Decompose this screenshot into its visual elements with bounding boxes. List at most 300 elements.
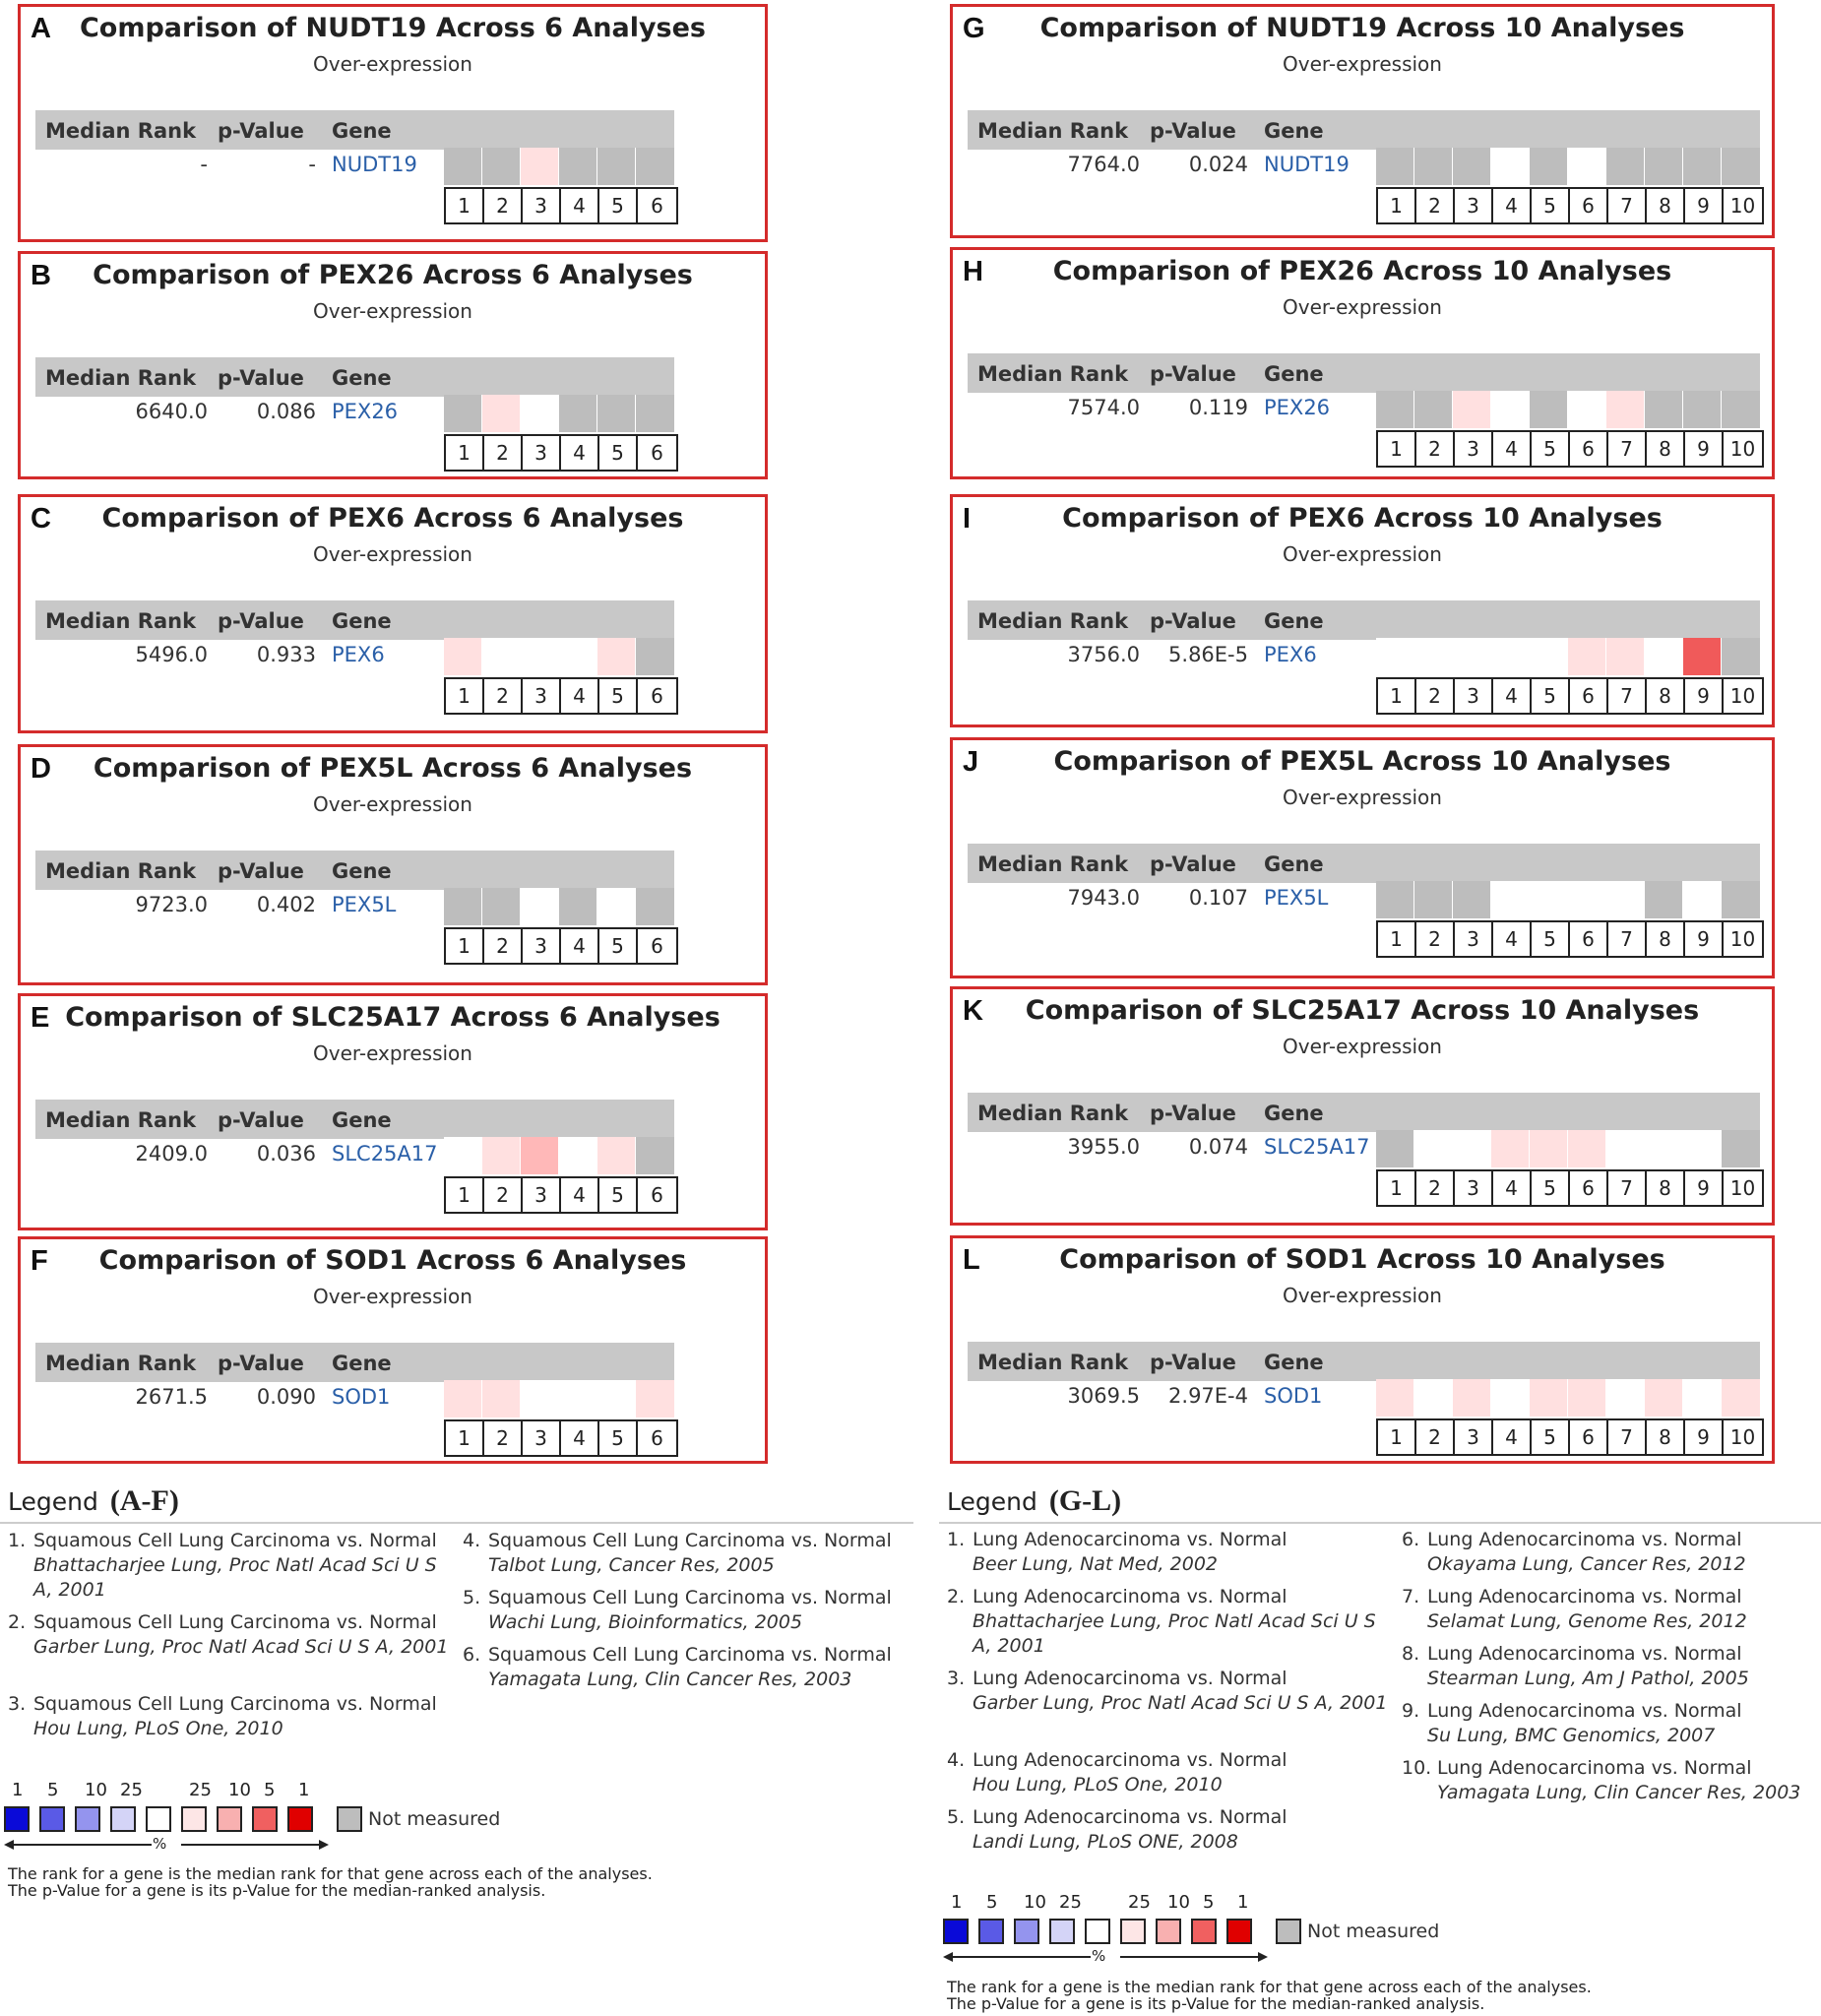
analysis-number-4: 4: [561, 1178, 599, 1212]
analysis-number-6: 6: [1570, 922, 1608, 956]
scale-label: 5: [1203, 1892, 1215, 1913]
analysis-number-3: 3: [1455, 189, 1493, 222]
median-rank-value: 6640.0: [135, 400, 208, 423]
header-p-value: p-Value: [1150, 609, 1236, 633]
gene-link[interactable]: SOD1: [1264, 1384, 1323, 1408]
scale-label: 25: [120, 1780, 143, 1800]
percent-label: %: [1092, 1947, 1106, 1965]
analysis-number-4: 4: [1493, 679, 1532, 713]
legend-item-dataset: Hou Lung, PLoS One, 2010: [33, 1718, 283, 1739]
heat-cell-5[interactable]: [597, 1137, 636, 1174]
legend-item-number: 5.: [463, 1587, 481, 1608]
panel-subtitle: Over-expression: [1283, 52, 1442, 76]
legend-item-number: 4.: [947, 1749, 966, 1771]
header-p-value: p-Value: [218, 1108, 304, 1132]
panel-g: [950, 4, 1775, 238]
header-median-rank: Median Rank: [977, 1102, 1129, 1125]
heat-cell-1[interactable]: [1376, 148, 1414, 185]
panel-title: Comparison of PEX6 Across 6 Analyses: [101, 503, 684, 534]
header-p-value: p-Value: [1150, 852, 1236, 876]
legend-left-title: Legend (A-F): [8, 1484, 179, 1517]
gene-link[interactable]: SLC25A17: [1264, 1135, 1370, 1159]
heat-cell-10[interactable]: [1722, 148, 1760, 185]
heat-cell-3[interactable]: [1453, 638, 1491, 675]
heat-cell-4[interactable]: [559, 638, 597, 675]
header-median-rank: Median Rank: [45, 609, 197, 633]
heat-cell-5[interactable]: [1530, 391, 1568, 428]
gene-link[interactable]: PEX5L: [332, 893, 397, 916]
median-rank-value: 7943.0: [1067, 886, 1140, 910]
analysis-number-3: 3: [1455, 679, 1493, 713]
scale-label: 25: [189, 1780, 212, 1800]
heat-cell-8[interactable]: [1645, 391, 1683, 428]
analysis-number-5: 5: [1532, 432, 1570, 466]
heat-cell-8[interactable]: [1645, 638, 1683, 675]
analysis-number-4: 4: [1493, 1171, 1532, 1205]
header-median-rank: Median Rank: [977, 362, 1129, 386]
header-p-value: p-Value: [218, 609, 304, 633]
heat-cell-4[interactable]: [1491, 148, 1530, 185]
analysis-number-6: 6: [651, 194, 663, 218]
legend-item-title: Squamous Cell Lung Carcinoma vs. Normal: [488, 1530, 892, 1551]
analysis-number-1: 1: [1378, 922, 1416, 956]
heat-cell-3[interactable]: [521, 638, 559, 675]
heat-cell-7[interactable]: [1606, 881, 1645, 918]
gene-link[interactable]: PEX5L: [1264, 886, 1329, 910]
heat-cell-6[interactable]: [1568, 148, 1606, 185]
heat-cell-2[interactable]: [1414, 391, 1453, 428]
heat-cell-6[interactable]: [636, 1380, 674, 1418]
footnote-left-1: The rank for a gene is the median rank for that gene across each of the analyses.: [8, 1864, 653, 1883]
heat-cell-3[interactable]: [521, 395, 559, 432]
heat-cell-2[interactable]: [482, 638, 521, 675]
scale-label: 1: [951, 1892, 963, 1913]
heat-cell-7[interactable]: [1606, 391, 1645, 428]
legend-item-number: 2.: [8, 1611, 27, 1633]
gene-link[interactable]: SLC25A17: [332, 1142, 438, 1166]
panel-letter: D: [31, 753, 51, 785]
analysis-number-7: 7: [1608, 432, 1647, 466]
legend-item: [1402, 1699, 1815, 1748]
analysis-number-9: 9: [1685, 1171, 1724, 1205]
legend-item-dataset: Bhattacharjee Lung, Proc Natl Acad Sci U S A, 2001: [973, 1610, 1376, 1657]
heat-cell-3[interactable]: [1453, 391, 1491, 428]
analysis-number-9: 9: [1685, 922, 1724, 956]
heat-cell-10[interactable]: [1722, 1130, 1760, 1167]
legend-item: [463, 1586, 915, 1635]
heat-cell-1[interactable]: [444, 888, 482, 925]
heat-cell-7[interactable]: [1606, 148, 1645, 185]
heat-cell-1[interactable]: [444, 395, 482, 432]
heat-cell-2[interactable]: [482, 395, 521, 432]
p-value-value: 0.086: [256, 400, 316, 423]
median-rank-value: -: [200, 153, 208, 176]
heat-cell-1[interactable]: [1376, 881, 1414, 918]
heat-cell-6[interactable]: [636, 395, 674, 432]
analysis-number-1: 1: [1378, 1171, 1416, 1205]
header-median-rank: Median Rank: [45, 859, 197, 883]
analysis-number-3: 3: [1455, 432, 1493, 466]
panel-title: Comparison of SOD1 Across 6 Analyses: [98, 1245, 687, 1276]
legend-item-dataset: Garber Lung, Proc Natl Acad Sci U S A, 2001: [973, 1692, 1388, 1714]
panel-subtitle: Over-expression: [313, 1285, 472, 1308]
heat-cell-3[interactable]: [1453, 1379, 1491, 1417]
header-gene: Gene: [332, 859, 392, 883]
analysis-number-10: 10: [1729, 437, 1756, 461]
analysis-number-6: 6: [1570, 679, 1608, 713]
analysis-number-5: 5: [1532, 1171, 1570, 1205]
legend-item-title: Lung Adenocarcinoma vs. Normal: [1427, 1586, 1742, 1607]
analysis-numbers: [1376, 1169, 1764, 1207]
analysis-number-2: 2: [1416, 679, 1455, 713]
heat-cell-4[interactable]: [559, 148, 597, 185]
heat-cell-3[interactable]: [521, 888, 559, 925]
scale-label: 1: [298, 1780, 310, 1800]
heat-cells: [444, 638, 674, 675]
analysis-number-9: 9: [1685, 189, 1724, 222]
heat-cell-2[interactable]: [482, 148, 521, 185]
panel-title: Comparison of NUDT19 Across 10 Analyses: [1039, 13, 1685, 43]
scale-swatch: [1191, 1919, 1217, 1944]
heat-cell-9[interactable]: [1683, 148, 1722, 185]
heat-cell-3[interactable]: [521, 148, 559, 185]
panel-subtitle: Over-expression: [313, 542, 472, 566]
heat-cell-4[interactable]: [559, 1380, 597, 1418]
heat-cell-5[interactable]: [597, 148, 636, 185]
scale-label: 1: [12, 1780, 24, 1800]
heat-cells: [1376, 881, 1760, 918]
legend-item-number: 2.: [947, 1586, 966, 1607]
heat-cell-8[interactable]: [1645, 148, 1683, 185]
p-value-value: 5.86E-5: [1168, 643, 1248, 666]
scale-label: 5: [47, 1780, 59, 1800]
heat-cells: [1376, 1379, 1760, 1417]
heat-cell-5[interactable]: [597, 638, 636, 675]
heat-cell-2[interactable]: [482, 888, 521, 925]
p-value-value: -: [308, 153, 316, 176]
heat-cell-5[interactable]: [1530, 1130, 1568, 1167]
header-gene: Gene: [332, 1352, 392, 1375]
heat-cell-6[interactable]: [636, 638, 674, 675]
footnote-right-1: The rank for a gene is the median rank for that gene across each of the analyses.: [947, 1978, 1592, 1996]
analysis-number-5: 5: [599, 929, 638, 963]
analysis-numbers: [444, 187, 678, 224]
panel-c: [18, 494, 768, 733]
gene-link[interactable]: PEX6: [1264, 643, 1317, 666]
panel-title: Comparison of PEX26 Across 10 Analyses: [1052, 256, 1672, 286]
heat-cell-5[interactable]: [597, 888, 636, 925]
analysis-number-6: 6: [651, 934, 663, 958]
header-p-value: p-Value: [1150, 362, 1236, 386]
scale-swatch: [1049, 1919, 1075, 1944]
heat-cell-2[interactable]: [1414, 148, 1453, 185]
legend-item-title: Lung Adenocarcinoma vs. Normal: [973, 1529, 1287, 1550]
not-measured-swatch: [1276, 1919, 1301, 1944]
header-gene: Gene: [1264, 1351, 1324, 1374]
analysis-numbers: [444, 1176, 678, 1214]
header-gene: Gene: [1264, 852, 1324, 876]
median-rank-value: 5496.0: [135, 643, 208, 666]
panel-letter: C: [31, 503, 51, 535]
analysis-numbers: [444, 1419, 678, 1457]
median-rank-value: 3756.0: [1067, 643, 1140, 666]
analysis-number-1: 1: [446, 929, 484, 963]
heat-cell-3[interactable]: [1453, 881, 1491, 918]
panel-i: [950, 494, 1775, 727]
legend-item: [947, 1585, 1400, 1659]
panel-title: Comparison of PEX5L Across 6 Analyses: [93, 753, 693, 784]
heat-cells: [444, 1380, 674, 1418]
legend-item-title: Lung Adenocarcinoma vs. Normal: [973, 1586, 1287, 1607]
heat-cell-6[interactable]: [1568, 881, 1606, 918]
heat-cell-8[interactable]: [1645, 1130, 1683, 1167]
legend-item-title: Squamous Cell Lung Carcinoma vs. Normal: [33, 1530, 437, 1551]
gene-link[interactable]: PEX26: [1264, 396, 1331, 419]
median-rank-value: 3955.0: [1067, 1135, 1140, 1159]
analysis-number-5: 5: [599, 189, 638, 222]
analysis-numbers: [444, 927, 678, 965]
heat-cell-6[interactable]: [1568, 1379, 1606, 1417]
analysis-number-6: 6: [651, 684, 663, 708]
panel-title: Comparison of NUDT19 Across 6 Analyses: [79, 13, 707, 43]
heat-cell-9[interactable]: [1683, 1379, 1722, 1417]
p-value-value: 0.119: [1188, 396, 1248, 419]
legend-item-title: Squamous Cell Lung Carcinoma vs. Normal: [33, 1693, 437, 1715]
heat-cell-6[interactable]: [636, 1137, 674, 1174]
heat-cell-10[interactable]: [1722, 881, 1760, 918]
gene-link[interactable]: SOD1: [332, 1385, 391, 1409]
gene-link[interactable]: NUDT19: [332, 153, 417, 176]
gene-link[interactable]: PEX26: [332, 400, 399, 423]
analysis-number-2: 2: [1416, 432, 1455, 466]
analysis-number-10: 10: [1729, 1425, 1756, 1449]
analysis-number-1: 1: [1378, 1420, 1416, 1454]
scale-swatch: [110, 1806, 136, 1832]
panel-subtitle: Over-expression: [313, 299, 472, 323]
panel-f: [18, 1236, 768, 1464]
legend-item-title: Squamous Cell Lung Carcinoma vs. Normal: [488, 1587, 892, 1608]
median-rank-value: 7574.0: [1067, 396, 1140, 419]
legend-item-title: Lung Adenocarcinoma vs. Normal: [1437, 1757, 1752, 1779]
analysis-number-10: 10: [1729, 927, 1756, 951]
heat-cell-4[interactable]: [1491, 881, 1530, 918]
legend-item-title: Squamous Cell Lung Carcinoma vs. Normal: [33, 1611, 437, 1633]
p-value-value: 0.036: [256, 1142, 316, 1166]
legend-item-number: 7.: [1402, 1586, 1420, 1607]
analysis-number-5: 5: [599, 436, 638, 470]
panel-letter: H: [963, 256, 983, 287]
heat-cell-2[interactable]: [1414, 1130, 1453, 1167]
analysis-number-1: 1: [1378, 679, 1416, 713]
panel-subtitle: Over-expression: [1283, 295, 1442, 319]
analysis-numbers: [1376, 187, 1764, 224]
panel-subtitle: Over-expression: [1283, 786, 1442, 809]
heat-cell-7[interactable]: [1606, 1130, 1645, 1167]
p-value-value: 0.107: [1188, 886, 1248, 910]
analysis-number-8: 8: [1647, 679, 1685, 713]
heat-cell-4[interactable]: [559, 888, 597, 925]
heat-cell-1[interactable]: [1376, 1379, 1414, 1417]
scale-label: 10: [1024, 1892, 1046, 1913]
heat-cell-2[interactable]: [1414, 881, 1453, 918]
heat-cells: [444, 888, 674, 925]
header-median-rank: Median Rank: [45, 366, 197, 390]
heat-cell-6[interactable]: [1568, 1130, 1606, 1167]
scale-swatch: [1156, 1919, 1181, 1944]
analysis-number-3: 3: [523, 1421, 561, 1455]
analysis-number-1: 1: [1378, 189, 1416, 222]
legend-left-rule: [0, 1522, 913, 1524]
analysis-number-2: 2: [484, 679, 523, 713]
panel-title: Comparison of PEX26 Across 6 Analyses: [93, 260, 693, 290]
heat-cell-5[interactable]: [1530, 638, 1568, 675]
heat-cell-1[interactable]: [1376, 638, 1414, 675]
legend-item-title: Lung Adenocarcinoma vs. Normal: [1427, 1643, 1742, 1665]
panel-title: Comparison of SOD1 Across 10 Analyses: [1059, 1244, 1665, 1275]
analysis-number-5: 5: [1532, 922, 1570, 956]
legend-item-number: 6.: [463, 1644, 481, 1666]
percent-label: %: [153, 1835, 167, 1853]
heat-cell-10[interactable]: [1722, 391, 1760, 428]
scale-swatch: [181, 1806, 207, 1832]
header-p-value: p-Value: [1150, 1102, 1236, 1125]
heat-cell-2[interactable]: [1414, 1379, 1453, 1417]
heat-cell-4[interactable]: [1491, 391, 1530, 428]
analysis-number-6: 6: [1570, 1420, 1608, 1454]
heat-cell-5[interactable]: [597, 1380, 636, 1418]
heat-cell-6[interactable]: [636, 888, 674, 925]
analysis-number-5: 5: [599, 679, 638, 713]
analysis-number-9: 9: [1685, 1420, 1724, 1454]
heat-cell-8[interactable]: [1645, 881, 1683, 918]
heat-cell-5[interactable]: [1530, 881, 1568, 918]
header-gene: Gene: [332, 609, 392, 633]
heat-cell-1[interactable]: [1376, 391, 1414, 428]
legend-item: [947, 1805, 1400, 1855]
analysis-number-3: 3: [523, 929, 561, 963]
legend-item-number: 9.: [1402, 1700, 1420, 1722]
analysis-number-4: 4: [561, 436, 599, 470]
header-gene: Gene: [1264, 119, 1324, 143]
heat-cells: [1376, 148, 1760, 185]
heat-cell-6[interactable]: [1568, 391, 1606, 428]
analysis-number-10: 10: [1729, 194, 1756, 218]
heat-cell-1[interactable]: [444, 638, 482, 675]
legend-item-number: 3.: [8, 1693, 27, 1715]
not-measured-label: Not measured: [368, 1808, 501, 1830]
analysis-number-8: 8: [1647, 432, 1685, 466]
heat-cell-6[interactable]: [636, 148, 674, 185]
scale-swatch: [75, 1806, 100, 1832]
analysis-number-3: 3: [523, 189, 561, 222]
panel-l: [950, 1235, 1775, 1464]
analysis-numbers: [1376, 920, 1764, 958]
heat-cell-9[interactable]: [1683, 881, 1722, 918]
heat-cell-1[interactable]: [444, 1380, 482, 1418]
analysis-numbers: [1376, 677, 1764, 715]
heat-cell-1[interactable]: [444, 148, 482, 185]
legend-item-dataset: Selamat Lung, Genome Res, 2012: [1427, 1610, 1747, 1632]
p-value-value: 0.074: [1188, 1135, 1248, 1159]
heat-cell-4[interactable]: [559, 1137, 597, 1174]
panel-title: Comparison of PEX6 Across 10 Analyses: [1062, 503, 1663, 534]
heat-cell-10[interactable]: [1722, 638, 1760, 675]
p-value-value: 0.933: [256, 643, 316, 666]
median-rank-value: 2409.0: [135, 1142, 208, 1166]
heat-cell-3[interactable]: [521, 1137, 559, 1174]
legend-item-dataset: Landi Lung, PLoS ONE, 2008: [973, 1831, 1238, 1853]
panel-letter: J: [963, 746, 979, 778]
panel-subtitle: Over-expression: [313, 792, 472, 816]
heat-cells: [1376, 638, 1760, 675]
scale-swatch: [1120, 1919, 1146, 1944]
scale-label: 1: [1237, 1892, 1249, 1913]
heat-cell-9[interactable]: [1683, 638, 1722, 675]
heat-cell-8[interactable]: [1645, 1379, 1683, 1417]
heat-cell-3[interactable]: [1453, 148, 1491, 185]
analysis-number-6: 6: [651, 441, 663, 465]
analysis-number-6: 6: [1570, 432, 1608, 466]
heat-cell-4[interactable]: [1491, 1379, 1530, 1417]
p-value-value: 0.024: [1188, 153, 1248, 176]
heat-cell-2[interactable]: [482, 1380, 521, 1418]
analysis-number-9: 9: [1685, 432, 1724, 466]
legend-item: [463, 1643, 915, 1692]
heat-cell-5[interactable]: [1530, 1379, 1568, 1417]
analysis-numbers: [1376, 430, 1764, 468]
analysis-numbers: [444, 677, 678, 715]
gene-link[interactable]: PEX6: [332, 643, 385, 666]
header-median-rank: Median Rank: [45, 1108, 197, 1132]
header-gene: Gene: [332, 1108, 392, 1132]
legend-item-number: 1.: [8, 1530, 27, 1551]
heat-cell-1[interactable]: [444, 1137, 482, 1174]
gene-link[interactable]: NUDT19: [1264, 153, 1350, 176]
analysis-number-1: 1: [446, 1421, 484, 1455]
analysis-number-6: 6: [1570, 189, 1608, 222]
not-measured-label: Not measured: [1307, 1921, 1440, 1942]
analysis-number-4: 4: [1493, 922, 1532, 956]
heat-cell-4[interactable]: [1491, 638, 1530, 675]
heat-cell-5[interactable]: [1530, 148, 1568, 185]
heat-cell-4[interactable]: [559, 395, 597, 432]
heat-cell-4[interactable]: [1491, 1130, 1530, 1167]
panel-subtitle: Over-expression: [313, 1041, 472, 1065]
heat-cell-10[interactable]: [1722, 1379, 1760, 1417]
heat-cell-7[interactable]: [1606, 1379, 1645, 1417]
heat-cell-2[interactable]: [482, 1137, 521, 1174]
heat-cell-1[interactable]: [1376, 1130, 1414, 1167]
legend-item-dataset: Talbot Lung, Cancer Res, 2005: [488, 1554, 775, 1576]
heat-cell-9[interactable]: [1683, 391, 1722, 428]
heat-cell-3[interactable]: [521, 1380, 559, 1418]
legend-item: [947, 1528, 1400, 1577]
analysis-number-3: 3: [1455, 922, 1493, 956]
header-median-rank: Median Rank: [45, 1352, 197, 1375]
legend-right-title: Legend (G-L): [947, 1484, 1122, 1517]
analysis-number-10: 10: [1729, 684, 1756, 708]
panel-e: [18, 993, 768, 1230]
heat-cell-3[interactable]: [1453, 1130, 1491, 1167]
panel-subtitle: Over-expression: [1283, 1284, 1442, 1307]
heat-cell-2[interactable]: [1414, 638, 1453, 675]
heat-cell-6[interactable]: [1568, 638, 1606, 675]
heat-cell-9[interactable]: [1683, 1130, 1722, 1167]
legend-item-dataset: Okayama Lung, Cancer Res, 2012: [1427, 1553, 1746, 1575]
legend-item-dataset: Yamagata Lung, Clin Cancer Res, 2003: [1437, 1782, 1801, 1803]
heat-cell-7[interactable]: [1606, 638, 1645, 675]
heat-cell-5[interactable]: [597, 395, 636, 432]
